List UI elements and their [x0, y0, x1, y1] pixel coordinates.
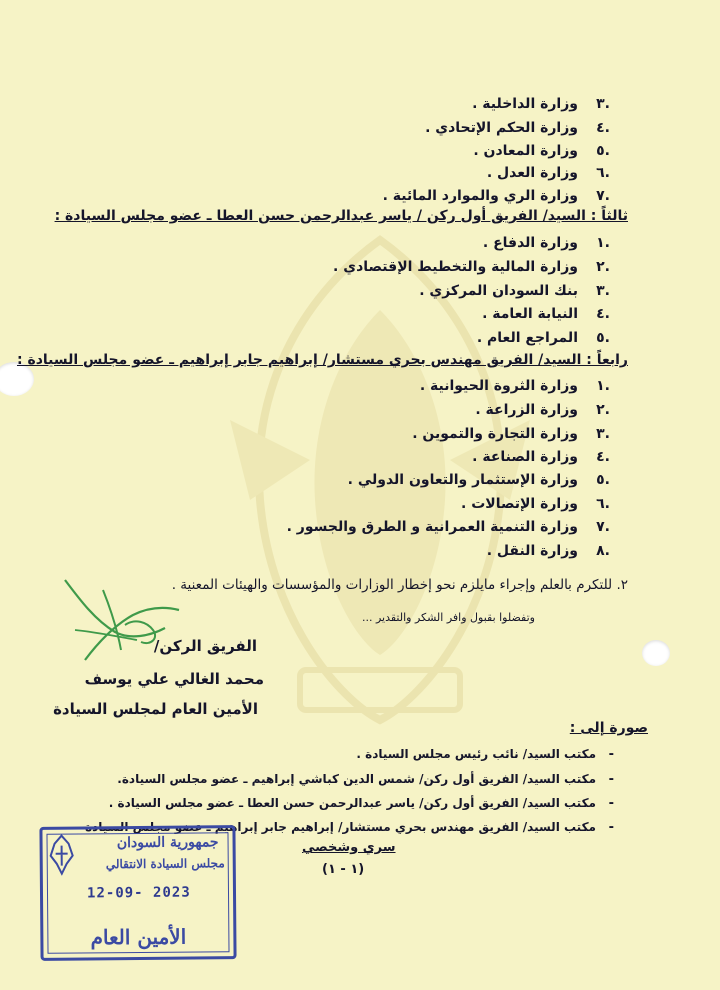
list-item-number: .١ [596, 235, 610, 251]
handwritten-signature [55, 570, 185, 670]
list-item [483, 235, 610, 251]
list-item-number: .٧ [596, 519, 610, 535]
list-item-number: .٣ [596, 283, 610, 299]
list-item-number: .٨ [596, 543, 610, 559]
list-item-number: .٦ [596, 496, 610, 512]
list-item [287, 519, 610, 535]
list-item-text: وزارة الداخلية . [472, 96, 578, 112]
list-item-text: وزارة التجارة والتموين . [412, 426, 578, 442]
list-item-number: .٥ [596, 143, 610, 159]
list-item [472, 449, 610, 465]
list-item-number: .٧ [596, 188, 610, 204]
copies-title: صورة إلى : [569, 720, 648, 736]
closing-line: وتفضلوا بقبول وافر الشكر والتقدير ... [361, 611, 535, 624]
list-item-number: .٦ [596, 165, 610, 181]
bullet-dash: - [608, 796, 614, 811]
list-item-text: المراجع العام . [476, 330, 578, 346]
list-item-number: .٣ [596, 426, 610, 442]
list-item-text: وزارة الثروة الحيوانية . [419, 378, 578, 394]
list-item [473, 143, 610, 159]
stamp-country: جمهورية السودان [116, 834, 219, 852]
list-item-text: وزارة الحكم الإتحادي . [425, 120, 578, 136]
list-item-text: وزارة الإستثمار والتعاون الدولي . [347, 472, 578, 488]
list-item [477, 330, 610, 346]
list-item-number: .٤ [596, 449, 610, 465]
list-item-number: .٢ [596, 402, 610, 418]
list-item-text: وزارة العدل . [486, 165, 578, 181]
stamp-council: مجلس السيادة الانتقالي [105, 856, 225, 872]
signatory-title: الأمين العام لمجلس السيادة [53, 700, 258, 718]
list-item-text: وزارة المعادن . [473, 143, 578, 159]
bullet-dash: - [608, 772, 614, 787]
list-item-text: وزارة الزراعة . [475, 402, 578, 418]
list-item-number: .٢ [596, 259, 610, 275]
list-item-number: .٤ [596, 306, 610, 322]
list-item-number: .١ [596, 378, 610, 394]
list-item-text: وزارة الدفاع . [482, 235, 578, 251]
bullet-dash: - [608, 820, 614, 835]
bullet-dash: - [608, 747, 614, 762]
list-item [419, 283, 610, 299]
list-item-text: وزارة التنمية العمرانية و الطرق والجسور . [286, 519, 578, 535]
list-item [461, 496, 610, 512]
list-item-number: .٥ [596, 330, 610, 346]
list-item [425, 120, 610, 136]
copy-recipient: مكتب السيد/ نائب رئيس مجلس السيادة . [356, 747, 596, 761]
eagle-emblem-icon [48, 834, 74, 876]
list-item [412, 426, 610, 442]
list-item [348, 472, 610, 488]
section-heading: رابعاً : السيد/ الفريق مهندس بحري مستشار/ إبراهيم جابر إبراهيم ـ عضو مجلس السيادة : [16, 352, 628, 368]
list-item-text: وزارة الصناعة . [472, 449, 578, 465]
stamp-footer: الأمين العام [90, 924, 187, 950]
list-item [472, 96, 610, 112]
stamp-date: 12-09- 2023 [86, 884, 191, 902]
list-item [487, 543, 610, 559]
classification-label: سري وشخصي [302, 840, 396, 855]
list-item-text: وزارة النقل . [486, 543, 578, 559]
list-item-number: .٣ [596, 96, 610, 112]
list-item [482, 306, 610, 322]
instruction-paragraph: ٢. للتكرم بالعلم وإجراء مايلزم نحو إخطار الوزارات والمؤسسات والهيئات المعنية . [171, 577, 628, 593]
list-item [333, 259, 610, 275]
list-item-number: .٥ [596, 472, 610, 488]
list-item [383, 188, 610, 204]
list-item-text: وزارة الري والموارد المائية . [382, 188, 578, 204]
list-item-text: وزارة المالية والتخطيط الإقتصادي . [333, 259, 578, 275]
list-item-text: وزارة الإتصالات . [461, 496, 578, 512]
signatory-rank: الفريق الركن/ [153, 637, 257, 655]
list-item [487, 165, 610, 181]
official-stamp [39, 825, 236, 961]
list-item-text: النيابة العامة . [482, 306, 578, 322]
list-item-number: .٤ [596, 120, 610, 136]
list-item [420, 378, 610, 394]
punch-hole-bottom [642, 640, 670, 666]
copy-recipient: مكتب السيد/ الفريق مهندس بحري مستشار/ إبراهيم جابر إبراهيم ـ عضو مجلس السيادة [85, 820, 596, 834]
page-number: (١ - ١) [322, 862, 365, 877]
copy-recipient: مكتب السيد/ الفريق أول ركن/ ياسر عبدالرحمن حسن العطا ـ عضو مجلس السيادة . [108, 796, 596, 810]
list-item [475, 402, 610, 418]
list-item-text: بنك السودان المركزي . [419, 283, 578, 299]
section-heading: ثالثاً : السيد/ الفريق أول ركن / ياسر عبدالرحمن حسن العطا ـ عضو مجلس السيادة : [54, 208, 628, 224]
signatory-name: محمد الغالي علي يوسف [84, 670, 264, 688]
copy-recipient: مكتب السيد/ الفريق أول ركن/ شمس الدين كباشي إبراهيم ـ عضو مجلس السيادة. [117, 772, 596, 786]
